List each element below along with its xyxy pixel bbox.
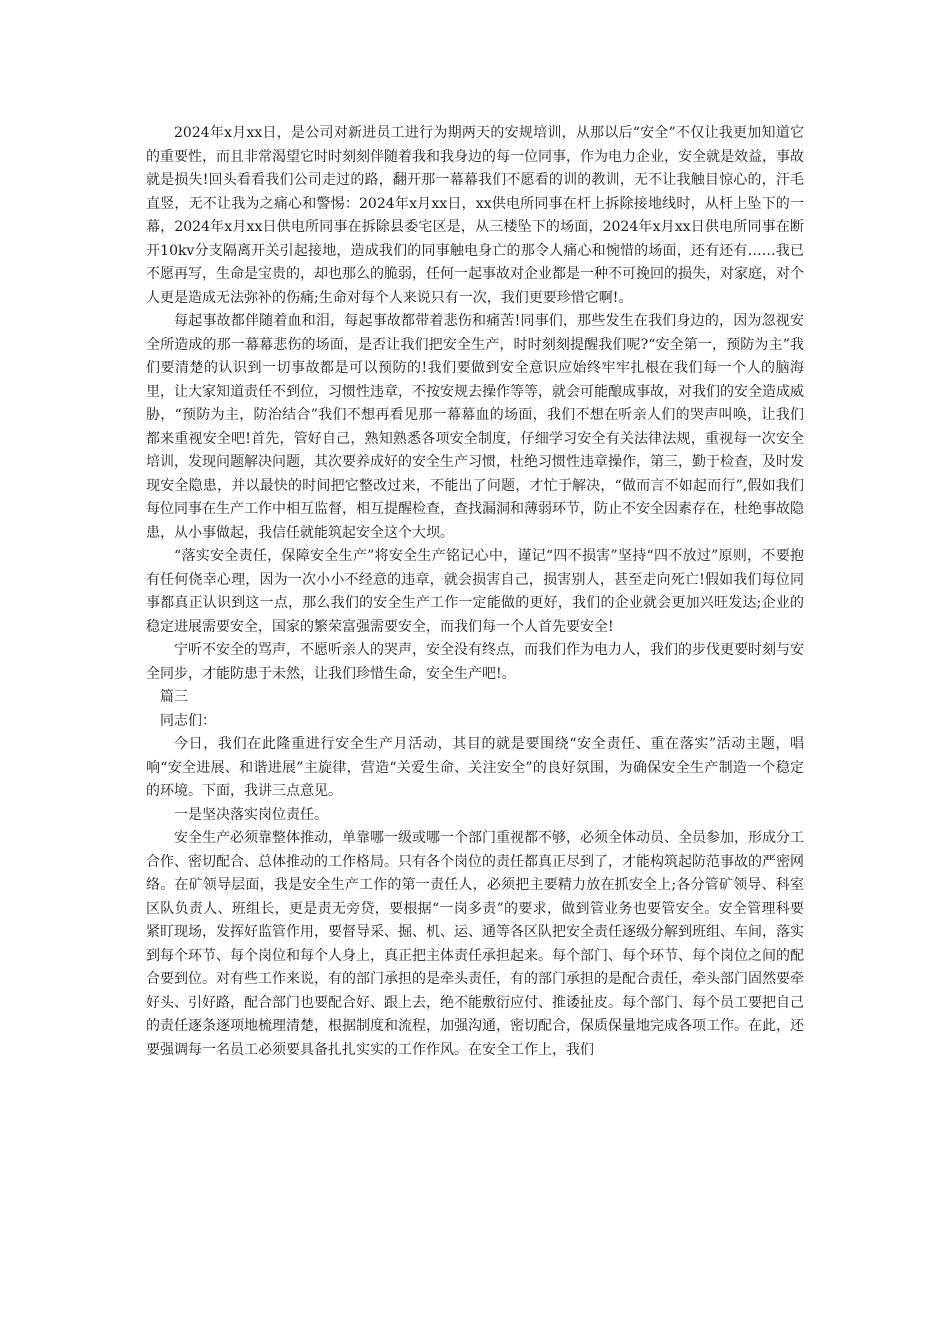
paragraph-4: 宁听不安全的骂声，不愿听亲人的哭声，安全没有终点，而我们作为电力人，我们的步伐更要时刻与安全同步，才能防患于未然，让我们珍惜生命，安全生产吧!。 [146, 642, 804, 682]
paragraph-7: 安全生产必须靠整体推动，单靠哪一级或哪一个部门重视都不够，必须全体动员、全员参加，形成分工合作、密切配合、总体推动的工作格局。只有各个岗位的责任都真正尽到了，才能构筑起防范事故的严密网络。在矿领导层面，我是安全生产工作的第一责任人，必须把主要精力放在抓安全上;各分管矿领导、科室区队负责人、班组长，更是责无旁贷，要根据“一岗多责”的要求，做到管业务也要管安全。安全管理科要紧盯现场，发挥好监管作用，要督导采、掘、机、运、通等各区队把安全责任逐级分解到班组、车间，落实到每个环节、每个岗位和每个人身上，真正把主体责任承担起来。每个部门、每个环节、每个岗位之间的配合要到位。对有些工作来说，有的部门承担的是牵头责任，有的部门承担的是配合责任，牵头部门固然要牵好头、引好路，配合部门也要配合好、跟上去，绝不能敷衍应付、推诿扯皮。每个部门、每个员工要把自己的责任逐条逐项地梳理清楚，根据制度和流程，加强沟通，密切配合，保质保量地完成各项工作。在此，还要强调每一名员工必须要具备扎扎实实的工作作风。在安全工作上，我们 [146, 830, 804, 1058]
salutation: 同志们： [160, 712, 216, 729]
section-title: 篇三 [160, 689, 188, 705]
paragraph-3: “落实安全责任，保障安全生产”将安全生产铭记心中，谨记“四不损害”坚持“四不放过”原则，不要抱有任何侥幸心理，因为一次小小不经意的违章，就会损害自己，损害别人，甚至走向死亡!假如我们每位同事都真正认识到这一点，那么我们的安全生产工作一定能做的更好，我们的企业就会更加兴旺发达;企业的稳定进展需要安全，国家的繁荣富强需要安全，而我们每一个人首先要安全! [146, 548, 804, 635]
paragraph-5: 今日，我们在此隆重进行安全生产月活动，其目的就是要围绕“安全责任、重在落实”活动主题，唱响“安全进展、和谐进展”主旋律，营造“关爱生命、关注安全”的良好氛围，为确保安全生产制造一个稳定的环境。下面，我讲三点意见。 [146, 736, 804, 799]
paragraph-2: 每起事故都伴随着血和泪，每起事故都带着悲伤和痛苦!同事们，那些发生在我们身边的，因为忽视安全所造成的那一幕幕悲伤的场面，是否让我们把安全生产，时时刻刻提醒我们呢?“安全第一，预防为主”我们要清楚的认识到一切事故都是可以预防的!我们要做到安全意识应始终牢牢扎根在我们每一个人的脑海里，让大家知道责任不到位，习惯性违章，不按安规去操作等等，就会可能酿成事故，对我们的安全造成威胁，“预防为主，防治结合”我们不想再看见那一幕幕血的场面，我们不想在听亲人们的哭声叫唤，让我们都来重视安全吧!首先，管好自己，熟知熟悉各项安全制度，仔细学习安全有关法律法规，重视每一次安全培训，发现问题解决问题，其次要养成好的安全生产习惯，杜绝习惯性违章操作，第三，勤于检查，及时发现安全隐患，并以最快的时间把它整改过来，不能出了问题，才忙于解决，“做而言不如起而行”,假如我们每位同事在生产工作中相互监督，相互提醒检查，查找漏洞和薄弱环节，防止不安全因素存在，杜绝事故隐患，从小事做起，我信任就能筑起安全这个大坝。 [146, 313, 804, 541]
document-page [146, 122, 804, 1062]
paragraph-6: 一是坚决落实岗位责任。 [174, 806, 328, 823]
paragraph-1: 2024年x月xx日，是公司对新进员工进行为期两天的安规培训，从那以后“安全”不仅让我更加知道它的重要性，而且非常渴望它时时刻刻伴随着我和我身边的每一位同事，作为电力企业，安全就是效益，事故就是损失!回头看看我们公司走过的路，翻开那一幕幕我们不愿看的训的教训，无不让我触目惊心的，汗毛直竖，无不让我为之痛心和警惕：2024年x月xx日，xx供电所同事在杆上拆除接地线时，从杆上坠下的一幕，2024年x月xx日供电所同事在拆除县委宅区是，从三楼坠下的场面，2024年x月xx日供电所同事在断开10kv分支隔离开关引起接地，造成我们的同事触电身亡的那令人痛心和惋惜的场面，还有还有……我已不愿再写，生命是宝贵的，却也那么的脆弱，任何一起事故对企业都是一种不可挽回的损失，对家庭，对个人更是造成无法弥补的伤痛;生命对每个人来说只有一次，我们更要珍惜它啊!。 [146, 125, 804, 306]
